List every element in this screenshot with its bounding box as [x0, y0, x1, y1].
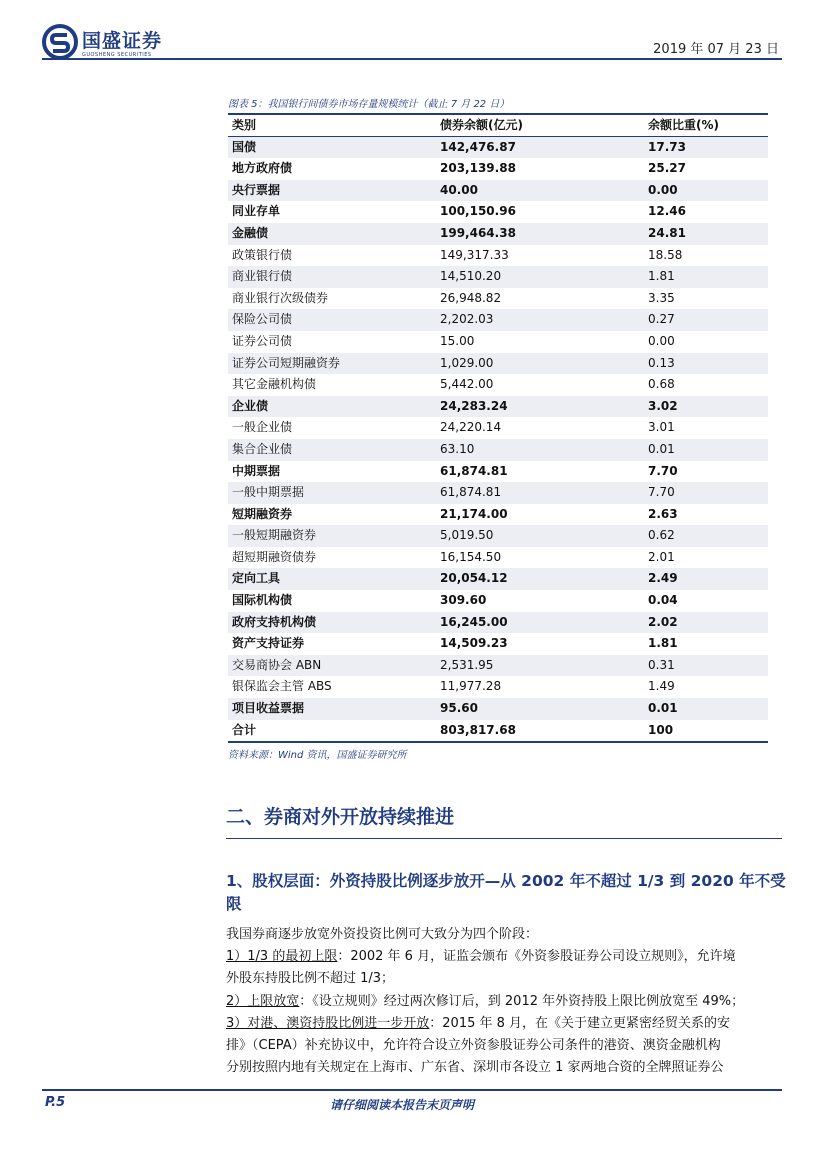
- page-number: P.5: [45, 1095, 66, 1110]
- footer-divider: [42, 1089, 782, 1091]
- table-row: [228, 612, 768, 634]
- table-row: [228, 568, 768, 590]
- stage-1-label: 1）1/3 的最初上限: [226, 949, 338, 965]
- cell-share: 2.01: [648, 549, 675, 564]
- cell-balance: 16,154.50: [440, 549, 502, 564]
- table-source-note: 资料来源：Wind 资讯，国盛证券研究所: [228, 750, 407, 761]
- cell-balance: 14,509.23: [440, 636, 508, 651]
- intro-paragraph: 我国券商逐步放宽外资投资比例可大致分为四个阶段：: [226, 927, 539, 942]
- table-row: [228, 461, 768, 483]
- table-row: [228, 525, 768, 547]
- logo-mark-icon: [42, 24, 78, 60]
- table-row: [228, 180, 768, 202]
- cell-category: 金融债: [232, 225, 269, 240]
- table-row: [228, 288, 768, 310]
- cell-category: 同业存单: [232, 204, 281, 219]
- table-row: [228, 353, 768, 375]
- table-row: [228, 482, 768, 504]
- section-title: 二、券商对外开放持续推进: [226, 806, 455, 828]
- cell-balance: 21,174.00: [440, 506, 508, 521]
- cell-balance: 24,283.24: [440, 398, 508, 413]
- header-balance: 债券余额(亿元): [440, 118, 523, 132]
- cell-balance: 1,029.00: [440, 355, 494, 370]
- cell-category: 地方政府债: [232, 161, 293, 176]
- cell-category: 交易商协会 ABN: [232, 657, 322, 672]
- cell-share: 0.27: [648, 312, 675, 327]
- cell-category: 国债: [232, 139, 257, 154]
- cell-share: 0.00: [648, 182, 678, 197]
- stage-3-line-3: 分别按照内地有关规定在上海市、广东省、深圳市各设立 1 家两地合资的全牌照证券公: [226, 1060, 724, 1076]
- cell-category: 合计: [232, 722, 257, 737]
- table-body: [228, 137, 768, 742]
- cell-balance: 803,817.68: [440, 722, 516, 737]
- cell-share: 0.01: [648, 441, 675, 456]
- table-caption: 图表 5：我国银行间债券市场存量规模统计（截止 7 月 22 日）: [228, 99, 510, 110]
- cell-share: 1.81: [648, 636, 678, 651]
- stage-3-label: 3）对港、澳资持股比例进一步开放: [226, 1015, 430, 1031]
- cell-balance: 5,019.50: [440, 528, 494, 543]
- cell-share: 0.00: [648, 333, 675, 348]
- cell-category: 超短期融资债券: [232, 549, 317, 564]
- stage-1-text: ：2002 年 6 月，证监会颁布《外资参股证券公司设立规则》，允许境: [337, 949, 736, 965]
- header-share: 余额比重(%): [648, 118, 719, 132]
- cell-category: 资产支持证券: [232, 636, 305, 651]
- cell-share: 18.58: [648, 247, 683, 262]
- cell-category: 定向工具: [232, 571, 281, 586]
- cell-share: 17.73: [648, 139, 686, 154]
- stage-3-line-1: [226, 1013, 782, 1035]
- table-row: [228, 504, 768, 526]
- section-divider: [226, 838, 782, 839]
- cell-balance: 199,464.38: [440, 225, 516, 240]
- cell-balance: 14,510.20: [440, 269, 502, 284]
- cell-category: 央行票据: [232, 182, 281, 197]
- table-row: [228, 137, 768, 159]
- cell-share: 0.01: [648, 701, 678, 716]
- cell-category: 政府支持机构债: [232, 614, 317, 629]
- table-row: [228, 396, 768, 418]
- cell-share: 3.01: [648, 420, 675, 435]
- table-row: [228, 698, 768, 720]
- cell-category: 集合企业债: [232, 441, 293, 456]
- cell-category: 一般中期票据: [232, 485, 305, 500]
- stage-2-label: 2）上限放宽: [226, 993, 300, 1009]
- cell-share: 24.81: [648, 225, 686, 240]
- stage-2-text: ：《设立规则》经过两次修订后，到 2012 年外资持股上限比例放宽至 49%；: [299, 993, 745, 1009]
- table-row: [228, 331, 768, 353]
- cell-category: 银保监会主管 ABS: [232, 679, 332, 694]
- table-row: [228, 266, 768, 288]
- cell-share: 2.63: [648, 506, 678, 521]
- cell-category: 一般短期融资券: [232, 528, 317, 543]
- cell-balance: 2,531.95: [440, 657, 494, 672]
- table-header-row: [228, 115, 768, 137]
- table-row: [228, 223, 768, 245]
- cell-category: 国际机构债: [232, 593, 293, 608]
- table-row: [228, 655, 768, 677]
- cell-balance: 40.00: [440, 182, 478, 197]
- footer-disclaimer: 请仔细阅读本报告末页声明: [330, 1098, 475, 1112]
- cell-category: 商业银行债: [232, 269, 293, 284]
- cell-share: 2.02: [648, 614, 678, 629]
- cell-category: 证券公司债: [232, 333, 293, 348]
- cell-balance: 24,220.14: [440, 420, 502, 435]
- report-date: 2019 年 07 月 23 日: [653, 42, 779, 57]
- stage-3-text: ：2015 年 8 月，在《关于建立更紧密经贸关系的安: [429, 1015, 731, 1031]
- cell-balance: 61,874.81: [440, 485, 502, 500]
- cell-category: 企业债: [232, 398, 269, 413]
- cell-share: 1.49: [648, 679, 675, 694]
- table-row: [228, 547, 768, 569]
- cell-balance: 11,977.28: [440, 679, 502, 694]
- cell-share: 100: [648, 722, 674, 737]
- cell-category: 项目收益票据: [232, 701, 305, 716]
- cell-category: 证券公司短期融资券: [232, 355, 341, 370]
- cell-share: 12.46: [648, 204, 686, 219]
- table-row: [228, 720, 768, 742]
- cell-share: 3.35: [648, 290, 675, 305]
- table-row: [228, 590, 768, 612]
- stage-2-line: [226, 991, 782, 1013]
- cell-balance: 2,202.03: [440, 312, 494, 327]
- cell-balance: 63.10: [440, 441, 475, 456]
- stage-1-line-1: [226, 946, 782, 968]
- cell-category: 保险公司债: [232, 312, 293, 327]
- cell-share: 7.70: [648, 485, 675, 500]
- stage-3-line-2: 排》（CEPA）补充协议中，允许符合设立外资参股证券公司条件的港资、澳资金融机构: [226, 1038, 721, 1054]
- cell-balance: 100,150.96: [440, 204, 516, 219]
- table-row: [228, 439, 768, 461]
- body-text: [226, 924, 782, 1079]
- cell-balance: 142,476.87: [440, 139, 516, 154]
- table-row: [228, 201, 768, 223]
- cell-share: 0.68: [648, 377, 675, 392]
- cell-share: 2.49: [648, 571, 678, 586]
- cell-share: 0.62: [648, 528, 675, 543]
- table-row: [228, 309, 768, 331]
- header-divider: [42, 58, 782, 60]
- cell-category: 一般企业债: [232, 420, 293, 435]
- cell-balance: 5,442.00: [440, 377, 494, 392]
- stage-1-line-2: 外股东持股比例不超过 1/3；: [226, 971, 395, 987]
- cell-balance: 309.60: [440, 593, 487, 608]
- subsection-title: 1、股权层面：外资持股比例逐步放开—从 2002 年不超过 1/3 到 2020 年不受限: [226, 872, 786, 913]
- cell-balance: 20,054.12: [440, 571, 508, 586]
- cell-share: 3.02: [648, 398, 678, 413]
- cell-category: 短期融资券: [232, 506, 293, 521]
- cell-balance: 95.60: [440, 701, 478, 716]
- table-row: [228, 158, 768, 180]
- cell-balance: 203,139.88: [440, 161, 516, 176]
- cell-balance: 61,874.81: [440, 463, 508, 478]
- table-row: [228, 417, 768, 439]
- cell-category: 中期票据: [232, 463, 281, 478]
- cell-category: 其它金融机构债: [232, 377, 317, 392]
- table-row: [228, 676, 768, 698]
- table-bottom-border: [228, 741, 768, 743]
- logo-subtext: GUOSHENG SECURITIES: [82, 52, 152, 58]
- table-row: [228, 245, 768, 267]
- cell-share: 0.13: [648, 355, 675, 370]
- header-category: 类别: [232, 118, 257, 132]
- cell-balance: 15.00: [440, 333, 475, 348]
- table-row: [228, 374, 768, 396]
- bond-balance-table: [228, 113, 768, 743]
- cell-balance: 26,948.82: [440, 290, 502, 305]
- logo-text: 国盛证券: [82, 30, 163, 52]
- cell-balance: 16,245.00: [440, 614, 508, 629]
- cell-share: 7.70: [648, 463, 678, 478]
- cell-share: 0.04: [648, 593, 678, 608]
- cell-share: 1.81: [648, 269, 675, 284]
- cell-balance: 149,317.33: [440, 247, 509, 262]
- cell-share: 25.27: [648, 161, 686, 176]
- cell-share: 0.31: [648, 657, 675, 672]
- table-row: [228, 633, 768, 655]
- cell-category: 政策银行债: [232, 247, 293, 262]
- cell-category: 商业银行次级债券: [232, 290, 329, 305]
